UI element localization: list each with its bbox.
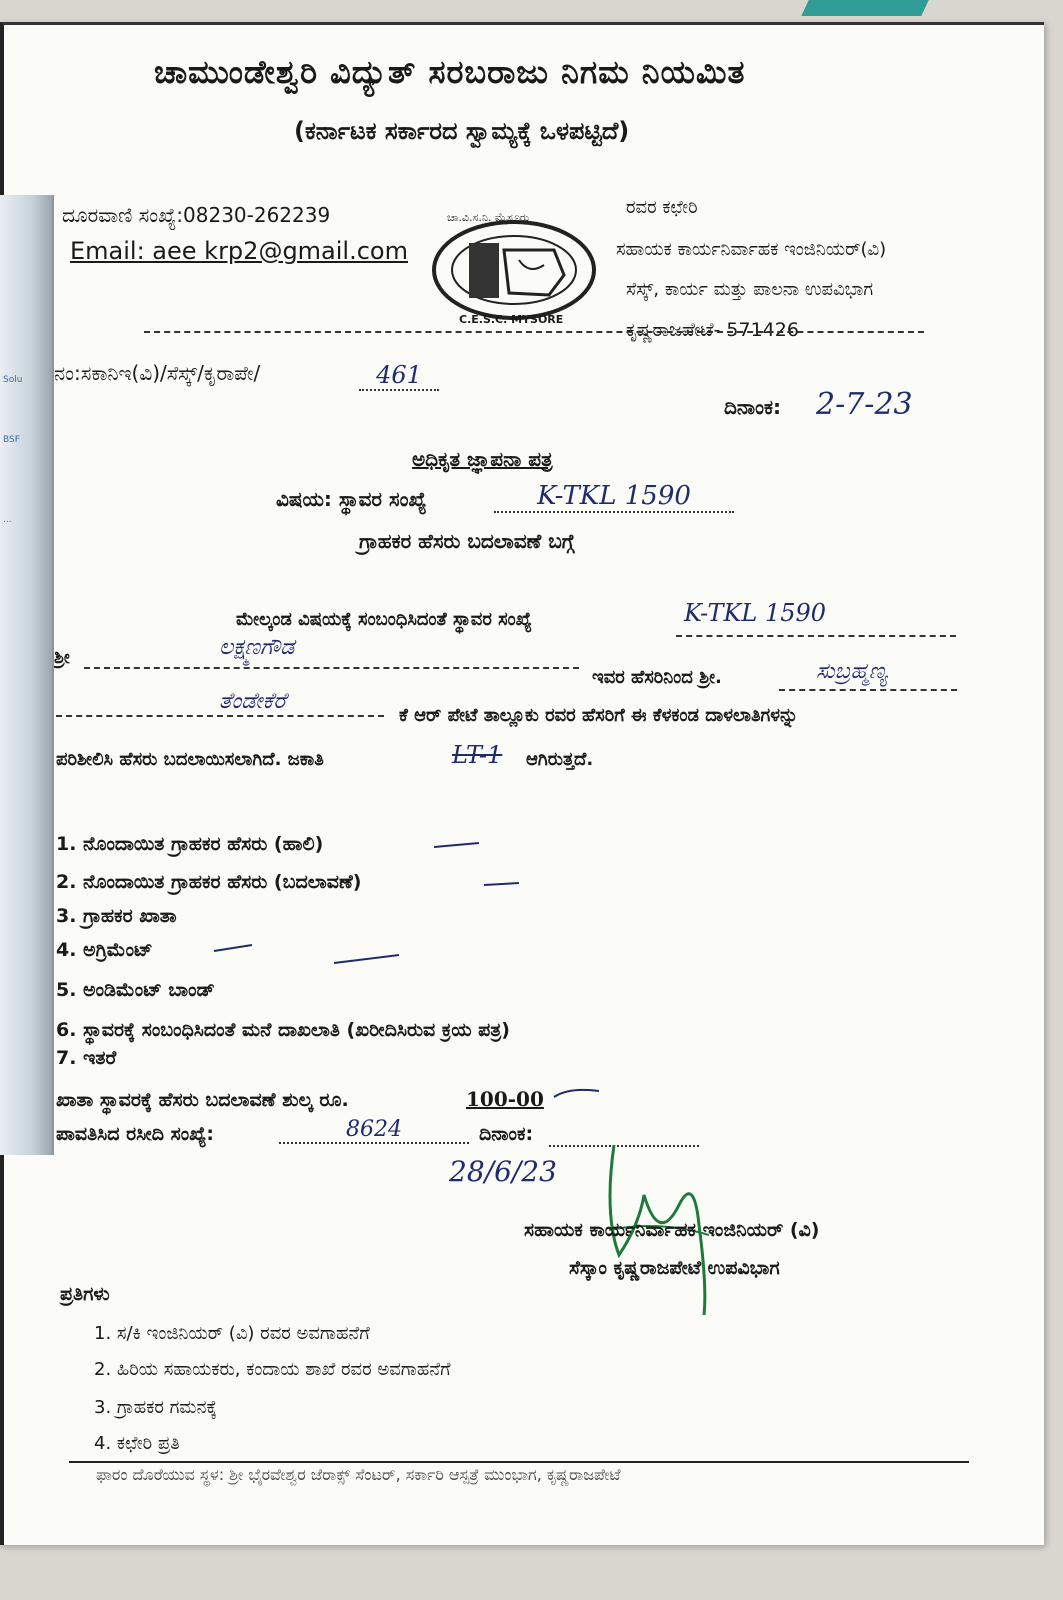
office-line-2: ಸಹಾಯಕ ಕಾರ್ಯನಿರ್ವಾಹಕ ಇಂಜಿನಿಯರ್(ವಿ) (616, 239, 887, 260)
new-name-blank (779, 689, 957, 691)
receipt-date-value: 28/6/23 (449, 1155, 557, 1188)
body-para-start: ಮೇಲ್ಕಂಡ ವಿಷಯಕ್ಕೆ ಸಂಬಂಧಿಸಿದಂತೆ ಸ್ಥಾವರ ಸಂಖ್ಯೆ (236, 609, 532, 630)
copy-item-3: 3. ಗ್ರಾಹಕರ ಗಮನಕ್ಕೆ (94, 1397, 217, 1418)
from-label: ಇವರ ಹೆಸರಿನಿಂದ ಶ್ರೀ. (592, 667, 722, 688)
reference-number-value: 461 (359, 361, 439, 391)
org-title: ಚಾಮುಂಡೇಶ್ವರಿ ವಿದ್ಯುತ್ ಸರಬರಾಜು ನಿಗಮ ನಿಯಮಿತ (154, 53, 746, 91)
receipt-number-value: 8624 (279, 1117, 469, 1144)
letter-page (0, 22, 1044, 1545)
overlapping-paper-strip: Solu BSF ... (0, 195, 54, 1155)
body-line-3-start: ಪರಿಶೀಲಿಸಿ ಹೆಸರು ಬದಲಾಯಿಸಲಾಗಿದೆ. ಜಕಾತಿ (56, 749, 324, 770)
date-value: 2-7-23 (816, 387, 913, 422)
body-installation-value: K-TKL 1590 (684, 599, 827, 627)
phone-number: ದೂರವಾಣಿ ಸಂಖ್ಯೆ:08230-262239 (62, 203, 331, 227)
document-item-2: 2. ನೊಂದಾಯಿತ ಗ್ರಾಹಕರ ಹೆಸರು (ಬದಲಾವಣೆ) (56, 871, 362, 893)
new-name-value-1: ಸುಬ್ರಹ್ಮಣ್ಯ (816, 659, 888, 684)
subject-installation-number: K-TKL 1590 (494, 481, 734, 513)
new-name-value-2: ತೆಂಡೇಕೆರೆ (219, 689, 286, 714)
document-item-1: 1. ನೊಂದಾಯಿತ ಗ್ರಾಹಕರ ಹೆಸರು (ಹಾಲಿ) (56, 833, 324, 855)
email-address: Email: aee krp2@gmail.com (70, 237, 408, 265)
body-line-3-end: ಆಗಿರುತ್ತದೆ. (526, 749, 594, 770)
fee-label: ಖಾತಾ ಸ್ಥಾವರಕ್ಕೆ ಹೆಸರು ಬದಲಾವಣೆ ಶುಲ್ಕ ರೂ. (56, 1089, 349, 1111)
memo-title: ಅಧಿಕೃತ ಜ್ಞಾಪನಾ ಪತ್ರ (412, 447, 553, 471)
header-divider (144, 331, 924, 333)
place-text: ಕೆ ಆರ್ ಪೇಟೆ ತಾಲ್ಲೂಕು ರವರ ಹೆಸರಿಗೆ ಈ ಕೆಳಕಂಡ ದಾಳಲಾತಿಗಳನ್ನು (399, 705, 799, 726)
signatory-office: ಸೆಸ್ಕಾಂ ಕೃಷ್ಣರಾಜಪೇಟೆ ಉಪವಿಭಾಗ (569, 1257, 780, 1279)
cesc-logo (429, 205, 599, 335)
subject-line-2: ಗ್ರಾಹಕರ ಹೆಸರು ಬದಲಾವಣೆ ಬಗ್ಗೆ (359, 529, 575, 553)
sri-prefix-1: ಶ್ರೀ (54, 647, 70, 668)
reference-number-label: ನಂ:ಸಕಾನಿಇ(ವಿ)/ಸೆಸ್ಕ್/ಕೃರಾಪೇ/ (54, 361, 261, 385)
fee-amount: 100-00 (466, 1087, 544, 1111)
copy-item-1: 1. ಸ/ಕಿ ಇಂಜಿನಿಯರ್ (ವಿ) ರವರ ಅವಗಾಹನೆಗೆ (94, 1323, 370, 1344)
old-name-value: ಲಕ್ಷ್ಮಣಗೌಡ (219, 635, 295, 660)
logo-text-bottom: C.E.S.C. MYSORE (459, 313, 564, 326)
installation-blank (676, 635, 956, 637)
old-name-blank (84, 667, 579, 669)
document-item-3: 3. ಗ್ರಾಹಕರ ಖಾತಾ (56, 905, 177, 927)
copy-item-2: 2. ಹಿರಿಯ ಸಹಾಯಕರು, ಕಂದಾಯ ಶಾಖೆ ರವರ ಅವಗಾಹನೆಗೆ (94, 1359, 451, 1380)
document-item-7: 7. ಇತರೆ (56, 1047, 117, 1069)
copies-title: ಪ್ರತಿಗಳು (60, 1283, 110, 1305)
tariff-value: LT-1 (452, 741, 503, 769)
org-subtitle: (ಕರ್ನಾಟಕ ಸರ್ಕಾರದ ಸ್ವಾಮ್ಯಕ್ಕೆ ಒಳಪಟ್ಟಿದೆ) (294, 117, 630, 145)
copy-item-4: 4. ಕಛೇರಿ ಪ್ರತಿ (94, 1433, 180, 1454)
receipt-date-label: ದಿನಾಂಕ: (479, 1123, 534, 1145)
office-line-1: ರವರ ಕಛೇರಿ (626, 197, 698, 218)
folder-tab (801, 0, 928, 16)
footer-divider (69, 1461, 969, 1463)
subject-label: ವಿಷಯ: ಸ್ಥಾವರ ಸಂಖ್ಯೆ (276, 487, 427, 511)
date-label: ದಿನಾಂಕ: (724, 395, 781, 419)
document-item-6: 6. ಸ್ಥಾವರಕ್ಕೆ ಸಂಬಂಧಿಸಿದಂತೆ ಮನೆ ದಾಖಲಾತಿ (ಖರೀದಿಸಿರುವ ಕ್ರಯ ಪತ್ರ) (56, 1019, 510, 1041)
document-item-4: 4. ಅಗ್ರಿಮೆಂಟ್ (56, 939, 153, 961)
document-item-5: 5. ಅಂಡಿಮೆಂಟ್ ಬಾಂಡ್ (56, 979, 215, 1001)
office-line-3: ಸೆಸ್ಕ್, ಕಾರ್ಯ ಮತ್ತು ಪಾಲನಾ ಉಪವಿಭಾಗ (626, 279, 874, 300)
logo-text-top: ಚಾ.ವಿ.ಸ.ನಿ. ಮೈಸೂರು (447, 211, 530, 224)
office-line-4: ಕೃಷ್ಣರಾಜಪೇಟೆ- 571426 (626, 319, 799, 341)
receipt-label: ಪಾವತಿಸಿದ ರಸೀದಿ ಸಂಖ್ಯೆ: (56, 1123, 214, 1145)
signatory-designation: ಸಹಾಯಕ ಕಾರ್ಯನಿರ್ವಾಹಕ ಇಂಜಿನಿಯರ್ (ವಿ) (524, 1219, 820, 1241)
footer-text: ಫಾರಂ ದೊರೆಯುವ ಸ್ಥಳ: ಶ್ರೀ ಭೈರವೇಶ್ವರ ಜೆರಾಕ್ಸ್ ಸೆಂಟರ್, ಸರ್ಕಾರಿ ಆಸ್ಪತ್ರೆ ಮುಂಭಾಗ, ಕೃಷ್ಣರಾಜಪೇಟೆ (96, 1465, 621, 1484)
new-name-blank-2 (56, 715, 384, 717)
